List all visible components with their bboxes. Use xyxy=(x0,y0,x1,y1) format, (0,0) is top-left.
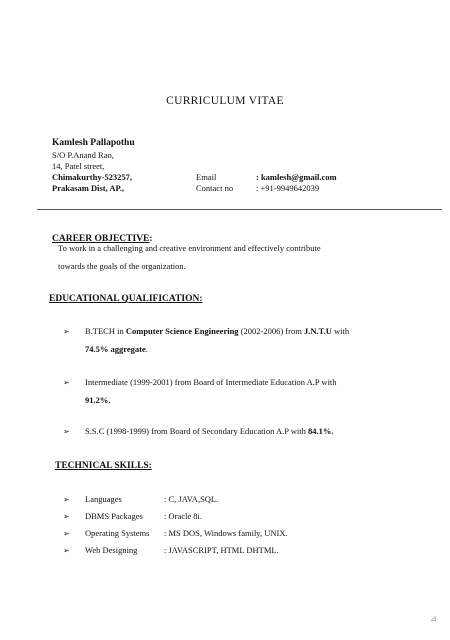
document-title: CURRICULUM VITAE xyxy=(166,95,284,107)
page-corner-icon: ⊿ xyxy=(430,614,437,623)
address-line-4: Prakasam Dist, AP., xyxy=(52,183,125,193)
edu-1-text: B.TECH in xyxy=(85,326,126,336)
email-value: : kamlesh@gmail.com xyxy=(256,172,337,182)
address-line-2: 14, Patel street, xyxy=(52,161,105,171)
skill-value: : JAVASCRIPT, HTML DHTML. xyxy=(164,545,279,555)
bullet-arrow-icon: ➢ xyxy=(63,546,70,555)
bullet-arrow-icon: ➢ xyxy=(63,378,70,387)
skill-value: : C, JAVA,SQL. xyxy=(164,494,219,504)
skill-value: : Oracle 8i. xyxy=(164,511,202,521)
address-line-3: Chimakurthy-523257, xyxy=(52,172,133,182)
address-line-1: S/O P.Anand Rao, xyxy=(52,150,114,160)
edu-2-percentage: 91.2%. xyxy=(85,395,111,405)
bullet-arrow-icon: ➢ xyxy=(63,529,70,538)
edu-1-years: (2002-2006) from xyxy=(238,326,304,336)
edu-2-text: Intermediate (1999-2001) from Board of Intermediate Education A.P with xyxy=(85,377,337,387)
edu-1-degree: Computer Science Engineering xyxy=(125,326,239,336)
candidate-name: Kamlesh Pallapothu xyxy=(52,138,135,148)
skill-label: Web Designing xyxy=(85,545,138,555)
skill-value: : MS DOS, Windows family, UNIX. xyxy=(164,528,288,538)
skill-label: Languages xyxy=(85,494,122,504)
skill-item xyxy=(63,545,279,555)
skill-item xyxy=(63,528,288,538)
education-heading: EDUCATIONAL QUALIFICATION: xyxy=(49,294,203,304)
skill-item xyxy=(63,494,218,504)
education-item xyxy=(63,326,349,336)
skill-item xyxy=(63,511,202,521)
career-text-line-1: To work in a challenging and creative environment and effectively contribute xyxy=(58,243,321,253)
phone-value: : +91-9949642039 xyxy=(256,183,320,193)
education-item xyxy=(63,377,337,387)
edu-1-aggregate: 74.5% aggregate xyxy=(85,344,146,354)
bullet-arrow-icon: ➢ xyxy=(63,495,70,504)
bullet-arrow-icon: ➢ xyxy=(63,327,70,336)
skill-label: Operating Systems xyxy=(85,528,150,538)
bullet-arrow-icon: ➢ xyxy=(63,512,70,521)
edu-1-with: with xyxy=(331,326,350,336)
edu-3-percentage: 84.1%. xyxy=(308,426,334,436)
email-label: Email xyxy=(196,172,217,182)
bullet-arrow-icon: ➢ xyxy=(63,427,70,436)
edu-3-text: S.S.C (1998-1999) from Board of Secondary Education A.P with xyxy=(85,426,309,436)
education-item xyxy=(63,426,334,436)
section-divider xyxy=(37,209,442,210)
career-text-line-2: towards the goals of the organization. xyxy=(58,261,186,271)
edu-1-university: J.N.T.U xyxy=(303,326,332,336)
career-heading-colon: : xyxy=(149,234,153,244)
skills-heading: TECHNICAL SKILLS: xyxy=(55,461,152,471)
skill-label: DBMS Packages xyxy=(85,511,143,521)
career-heading-text: CAREER OBJECTIVE xyxy=(52,234,150,244)
edu-1-period: . xyxy=(145,344,148,354)
education-item-continuation xyxy=(85,344,148,354)
phone-label: Contact no xyxy=(196,183,234,193)
